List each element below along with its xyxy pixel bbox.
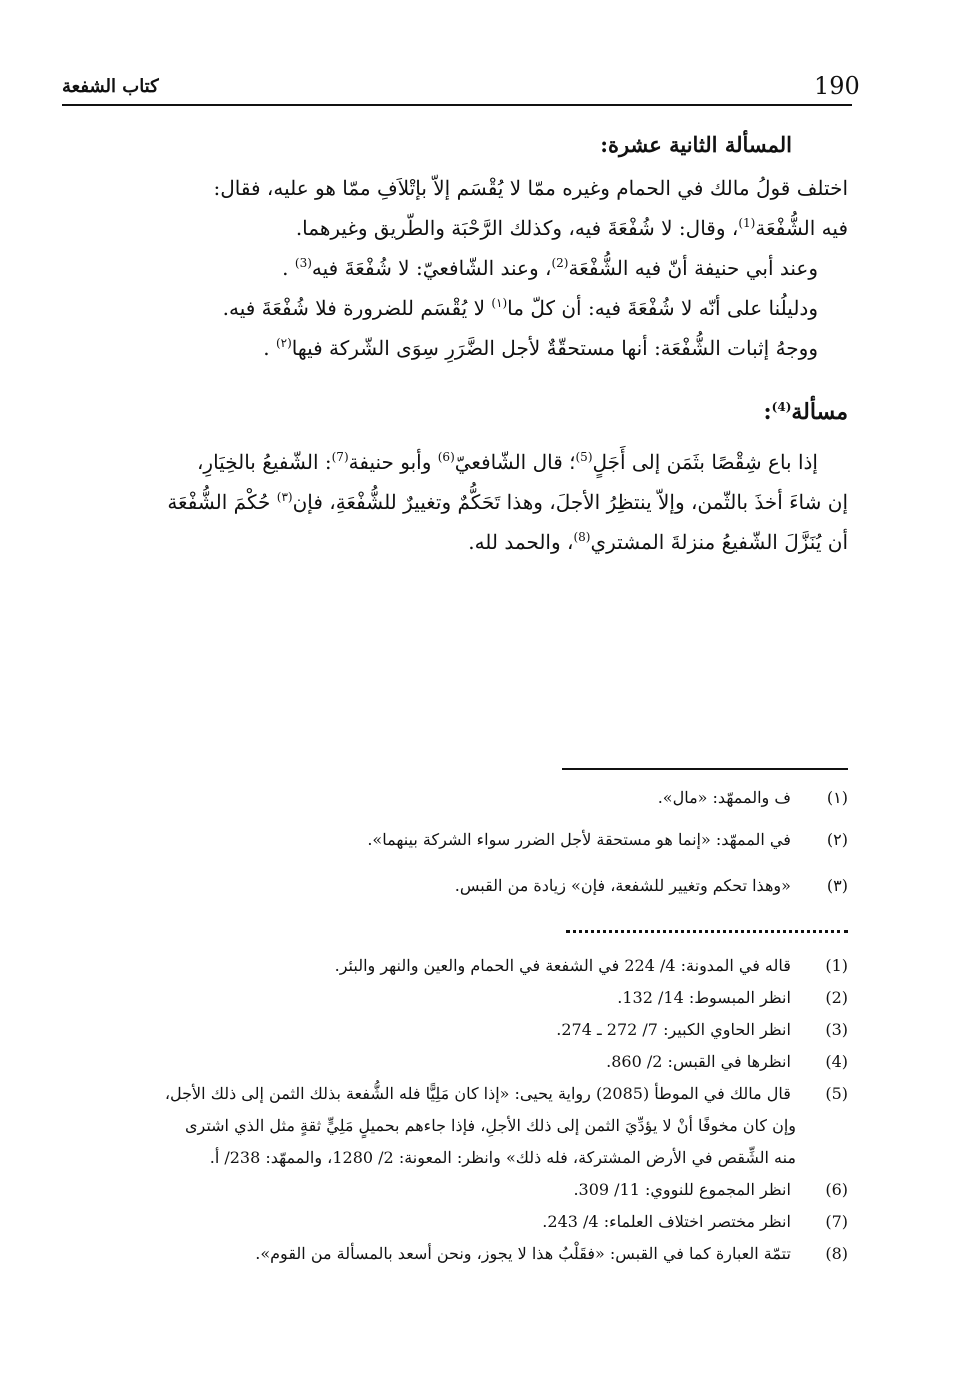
text-line: فيه الشُّفْعَة$^{(1)}$، وقال: لا شُفْعَةَ فيه، وكذلك الرَّحْبَة والطّريق وغيرهما.: [295, 216, 848, 240]
editor-note: (٣) «وهذا تحكم وتغيير للشفعة، فإن» زيادة من القبس.: [454, 876, 848, 895]
footnote: (1) قاله في المدونة: 4/ 224 في الشفعة في الحمام والعين والنهر والبئر.: [334, 956, 848, 975]
section-issue: [72, 394, 848, 562]
text-line: ودليلُنا على أنّه لا شُفْعَةَ فيه: أن كلّ ما$^{(١)}$ لا يُقْسَم للضرورة فلا شُفْعَةَ فيه.: [222, 296, 818, 320]
section-twelve: [72, 128, 848, 368]
section-heading: المسألة الثانية عشرة:: [600, 132, 792, 157]
text-line: أن يُنَزَّلَ الشّفيعُ منزلةَ المشتري$^{(8)}$، والحمد لله.: [468, 530, 848, 554]
text-line: وعند أبي حنيفة أنّ فيه الشُّفْعَة$^{(2)}$، وعند الشّافعيّ: لا شُفْعَةَ فيه$^{(3)}$ .: [282, 256, 818, 280]
page-number: 190: [814, 72, 860, 100]
page-header: [62, 70, 860, 106]
dotted-separator: [566, 930, 848, 933]
editor-note: (١) ف والممهّد: «مال».: [657, 788, 848, 807]
running-title: كتاب الشفعة: [62, 76, 159, 97]
text-line: إذا باع شِقْصًا بثَمَن إلى أَجَلٍ$^{(5)}$؛ قال الشّافعيّ$^{(6)}$ وأبو حنيفة$^{(7)}$: الشّفيعُ بالخِيَارِ،: [196, 450, 818, 474]
text-line: إن شاءَ أخذَ بالثّمن، وإلاّ ينتظِرُ الأجلَ، وهذا تَحَكُّمٌ وتغييرٌ للشُّفْعَةِ، فإن$^{(٣)}$ حُكْمَ الشُّفْعَة: [167, 490, 848, 514]
footnote: (6) انظر المجموع للنووي: 11/ 309.: [573, 1180, 848, 1199]
section-heading: مسألة$^{(4)}$:: [763, 399, 848, 425]
footnote-separator: [562, 768, 848, 770]
footnotes: [72, 950, 848, 1270]
footnote: (3) انظر الحاوي الكبير: 7/ 272 ـ 274.: [556, 1020, 848, 1039]
footnote: (8) تتمّة العبارة كما في القبس: «فقَلْبُ هذا لا يجوز، ونحن أسعد بالمسألة من القوم».: [255, 1244, 848, 1263]
editor-note: (٢) في الممهّد: «إنما هو مستحقة لأجل الضرر سواء الشركة بينهما».: [367, 830, 848, 849]
footnote: (7) انظر مختصر اختلاف العلماء: 4/ 243.: [542, 1212, 848, 1231]
text-line: اختلف قولُ مالك في الحمام وغيره ممّا لا يُقْسَم إلاّ بإتْلاَفِ ممّا هو عليه، فقال:: [213, 176, 848, 200]
footnote: (2) انظر المبسوط: 14/ 132.: [617, 988, 848, 1007]
text-line: ووجهُ إثبات الشُّفْعَة: أنها مستحقّةٌ لأجل الضَّرَرِ سِوَى الشّركة فيها$^{(٢)}$ .: [263, 336, 818, 360]
footnote-continuation: منه الشِّقص في الأرض المشتركة، فله ذلك» وانظر: المعونة: 2/ 1280، والممهّد: 238/ أ.: [209, 1148, 796, 1167]
footnote-continuation: وإن كان مخوفًا أنْ لا يؤدِّيَ الثمن إلى ذلك الأجلِ، فإذا جاءهم بحميلٍ مَلِيٍّ ثقةٍ مثل الذي اشترى: [184, 1116, 796, 1135]
footnote: (5) قال مالك في الموطأ (2085) رواية يحيى: «إذا كان مَلِيًّا فله الشُّفعة بذلك الثمن إلى ذلك الأجل،: [164, 1084, 848, 1103]
footnote: (4) انظرها في القبس: 2/ 860.: [606, 1052, 848, 1071]
